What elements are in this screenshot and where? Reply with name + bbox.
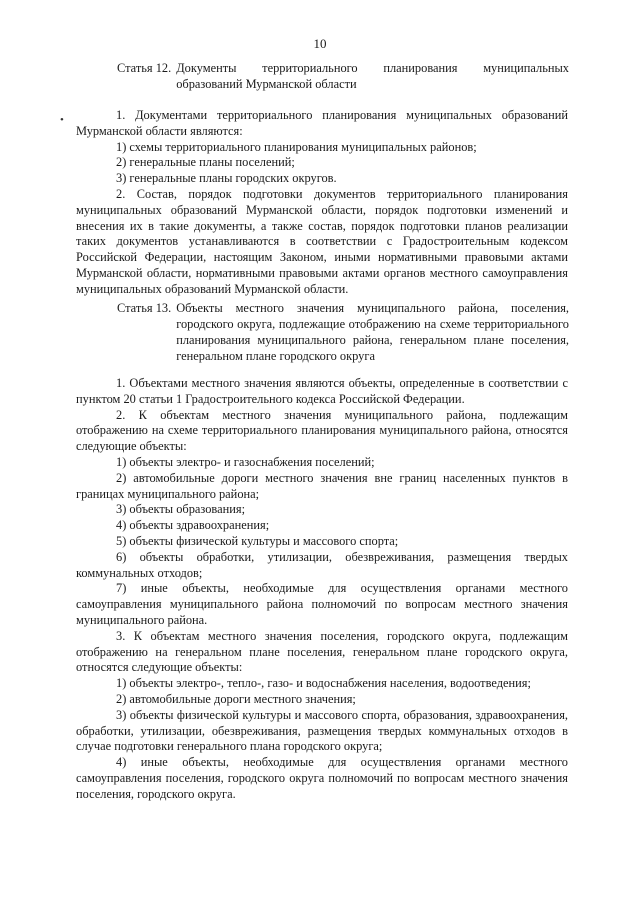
article-13-paragraph: 7) иные объекты, необходимые для осуществления органами местного самоуправления муниципального района полномочий по вопросам местного значения муниципального района.: [76, 581, 568, 627]
article-13-paragraph: 2) автомобильные дороги местного значения;: [116, 691, 356, 706]
article-13-paragraph: 3) объекты физической культуры и массового спорта, образования, здравоохранения, обработки, утилизации, обезвреживания, размещения твердых коммунальных отходов в случае подготовки генерального плана городского округа;: [76, 707, 568, 754]
article-13-title: Объекты местного значения муниципального района, поселения, городского округа, подлежащие отображению на схеме территориального планирования муниципального района, генеральном плане поселения, генеральном плане городского округа: [176, 301, 569, 363]
article-13-paragraph: 3) объекты образования;: [116, 502, 246, 517]
article-13-body: [76, 376, 568, 803]
article-13-number: Статья 13.: [117, 301, 172, 315]
article-12-paragraph: 3) генеральные планы городских округов.: [116, 171, 337, 186]
article-12-number: Статья 12.: [117, 61, 172, 75]
article-13-heading: [117, 300, 569, 364]
article-13-paragraph: 3. К объектам местного значения поселения, городского округа, подлежащим отображению на генеральном плане поселения, генеральном плане городского округа, относятся следующие объекты:: [76, 628, 568, 675]
page-number: 10: [313, 36, 327, 51]
article-12-paragraph: 2. Состав, порядок подготовки документов территориального планирования муниципальных образований Мурманской области, порядок подготовки изменений и внесения их в такие документы, а также состав, порядок подготовки планов реализации таких документов устанавливаются в соответствии с Градостроительным кодексом Российской Федерации, настоящим Законом, иными нормативными правовыми актами Мурманской области, нормативными правовыми актами органов местного самоуправления муниципальных образований Мурманской области.: [76, 186, 568, 296]
article-13-paragraph: 4) иные объекты, необходимые для осуществления органами местного самоуправления поселения, городского округа полномочий по вопросам местного значения поселения, городского округа.: [76, 755, 568, 801]
article-13-paragraph: 1. Объектами местного значения являются объекты, определенные в соответствии с пунктом 20 статьи 1 Градостроительного кодекса Российской Федерации.: [76, 376, 568, 406]
article-12-heading: [117, 60, 569, 92]
article-12-paragraph: 1. Документами территориального планирования муниципальных образований Мурманской области являются:: [76, 108, 568, 138]
article-13-paragraph: 1) объекты электро- и газоснабжения поселений;: [116, 454, 375, 469]
article-12-title: Документы территориального планирования муниципальных образований Мурманской области: [176, 61, 569, 91]
article-13-paragraph: 6) объекты обработки, утилизации, обезвреживания, размещения твердых коммунальных отходов;: [76, 549, 568, 580]
article-13-paragraph: 4) объекты здравоохранения;: [116, 518, 270, 533]
article-13-paragraph: 2. К объектам местного значения муниципального района, подлежащим отображению на схеме территориального планирования муниципального района, относятся следующие объекты:: [76, 407, 568, 454]
article-13-paragraph: 1) объекты электро-, тепло-, газо- и водоснабжения населения, водоотведения;: [116, 676, 531, 691]
article-12-paragraph: 1) схемы территориального планирования муниципальных районов;: [116, 139, 477, 154]
article-12-body: [76, 108, 568, 298]
article-13-paragraph: 2) автомобильные дороги местного значения вне границ населенных пунктов в границах муниципального района;: [76, 470, 568, 501]
article-12-paragraph: 2) генеральные планы поселений;: [116, 155, 295, 170]
article-13-paragraph: 5) объекты физической культуры и массового спорта;: [116, 533, 399, 548]
scan-mark: •: [60, 114, 64, 126]
